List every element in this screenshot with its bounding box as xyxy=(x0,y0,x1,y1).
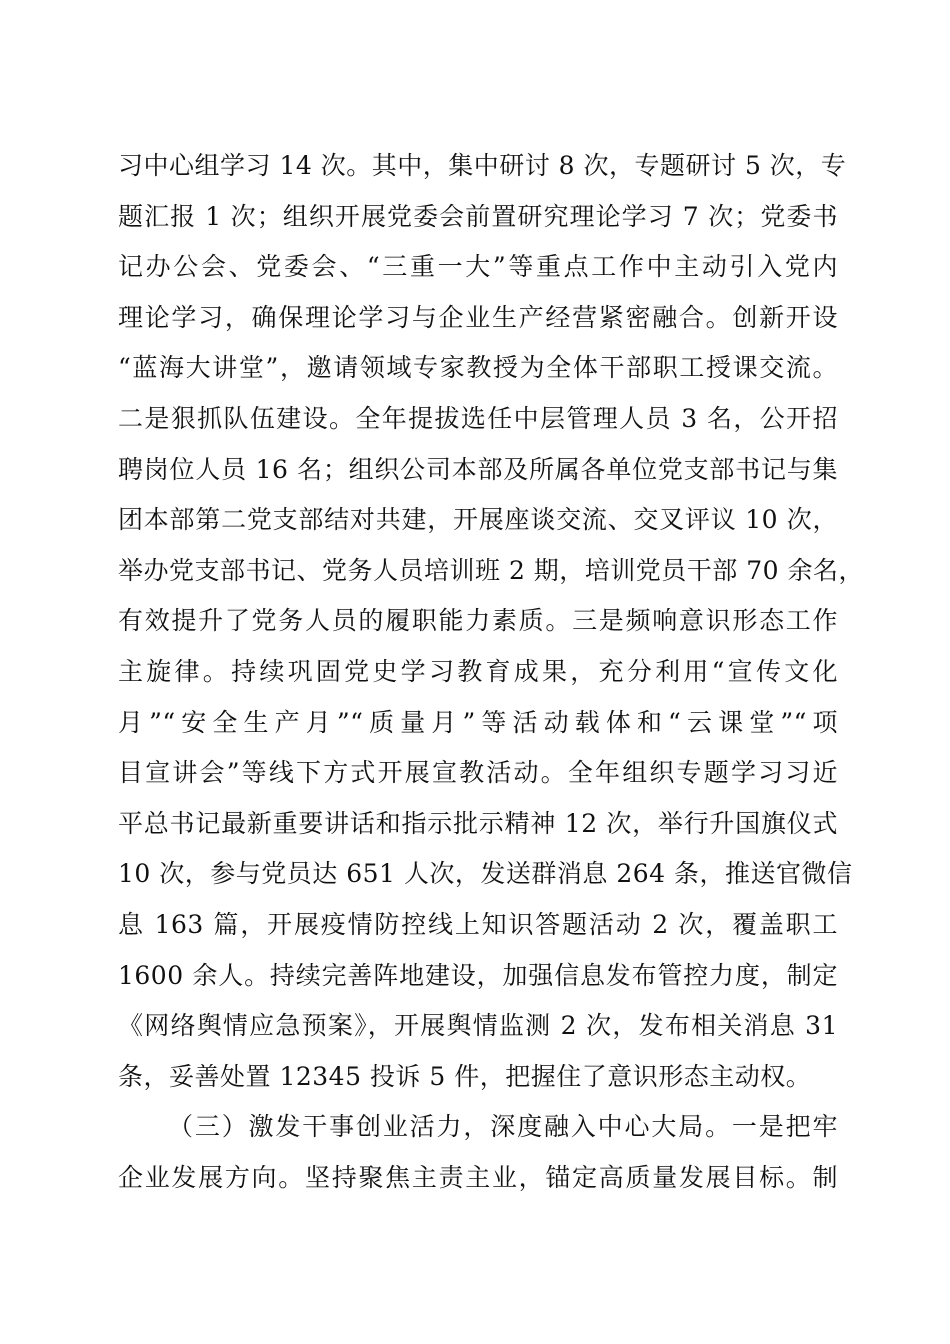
text-line: 目宣讲会”等线下方式开展宣教活动。全年组织专题学习习近 xyxy=(118,758,838,788)
text-line: 题汇报 1 次；组织开展党委会前置研究理论学习 7 次；党委书 xyxy=(118,201,838,231)
text-line: 二是狠抓队伍建设。全年提拔选任中层管理人员 3 名，公开招 xyxy=(118,403,838,433)
text-line: 理论学习，确保理论学习与企业生产经营紧密融合。创新开设 xyxy=(118,302,838,332)
text-line: 1600 余人。持续完善阵地建设，加强信息发布管控力度，制定 xyxy=(118,960,838,990)
text-line: 习中心组学习 14 次。其中，集中研讨 8 次，专题研讨 5 次，专 xyxy=(118,151,847,180)
text-line: 举办党支部书记、党务人员培训班 2 期，培训党员干部 70 余名， xyxy=(118,555,865,585)
text-line: 有效提升了党务人员的履职能力素质。三是频响意识形态工作 xyxy=(118,606,838,636)
text-line: 团本部第二党支部结对共建，开展座谈交流、交叉评议 10 次， xyxy=(118,505,838,535)
text-line: 《网络舆情应急预案》，开展舆情监测 2 次，发布相关消息 31 xyxy=(118,1011,838,1041)
text-line: 平总书记最新重要讲话和指示批示精神 12 次，举行升国旗仪式 xyxy=(118,808,838,838)
document-body xyxy=(118,141,865,1203)
text-line: “蓝海大讲堂”，邀请领域专家教授为全体干部职工授课交流。 xyxy=(118,353,838,383)
text-line: 记办公会、党委会、“三重一大”等重点工作中主动引入党内 xyxy=(118,252,838,282)
text-line: 月”“安全生产月”“质量月”等活动载体和“云课堂”“项 xyxy=(118,707,838,737)
text-line: 主旋律。持续巩固党史学习教育成果，充分利用“宣传文化 xyxy=(118,656,838,686)
text-line: 聘岗位人员 16 名；组织公司本部及所属各单位党支部书记与集 xyxy=(118,454,838,484)
section-heading-line: （三）激发干事创业活力，深度融入中心大局。一是把牢 xyxy=(168,1112,838,1142)
text-line: 息 163 篇，开展疫情防控线上知识答题活动 2 次，覆盖职工 xyxy=(118,909,838,939)
text-line: 企业发展方向。坚持聚焦主责主业，锚定高质量发展目标。制 xyxy=(118,1162,838,1192)
text-line: 10 次，参与党员达 651 人次，发送群消息 264 条，推送官微信 xyxy=(118,859,853,889)
text-line: 条，妥善处置 12345 投诉 5 件，把握住了意识形态主动权。 xyxy=(118,1061,812,1091)
